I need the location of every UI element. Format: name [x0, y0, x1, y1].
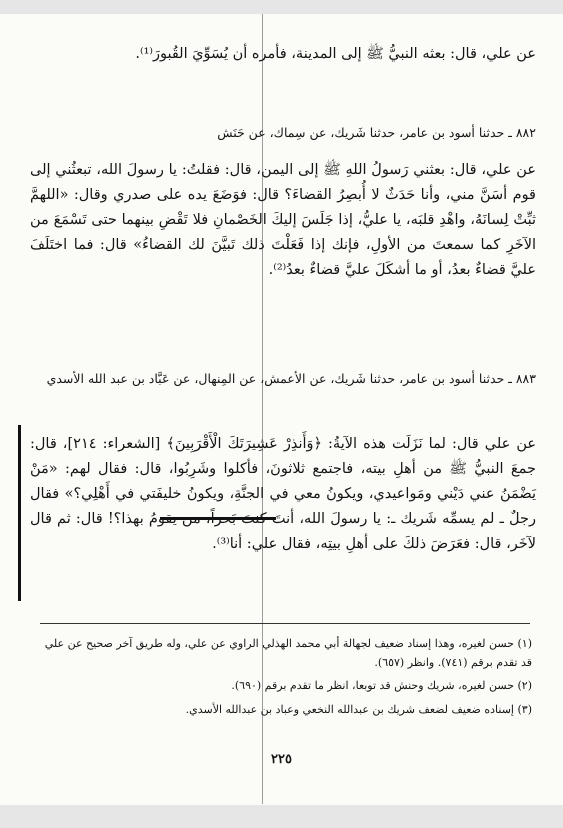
- scan-bottom-margin: [0, 805, 563, 828]
- footnote-3: (٣) إسناده ضعيف لضعف شريك بن عبدالله النخعي وعباد بن عبدالله الأسدي.: [185, 703, 532, 716]
- footnote-2: (٢) حسن لغيره، شريك وحنش قد توبعا، انظر ما تقدم برقم (٦٩٠).: [231, 679, 532, 692]
- isnad-883: ٨٨٣ ـ حدثنا أسود بن عامر، حدثنا شَريك، عن الأعمش، عن المِنهال، عن عَبَّاد بن عبد الله الأسدي: [46, 371, 536, 386]
- scan-top-margin: [0, 0, 563, 14]
- margin-highlight-bar: [18, 425, 21, 601]
- footnote-1: (١) حسن لغيره، وهذا إسناد ضعيف لجهالة أبي محمد الهذلي الراوي عن علي، وله طريق آخر صحيح عن علي قد تقدم برقم (٧٤١). وانظر (٦٥٧).: [44, 637, 532, 669]
- hadith-text-1: عن علي، قال: بعثه النبيُّ ﷺ إلى المدينة، فأمره أن يُسَوِّيَ القُبورَ⁽¹⁾.: [135, 46, 536, 62]
- hadith-text-2: عن علي، قال: بعثني رَسولُ اللهِ ﷺ إلى اليمن، قال: فقلتُ: يا رسولَ الله، تبعثُني إلى قوم أسَنَّ مني، وأنا حَدَثٌ لا أُبصِرُ القضاءَ؟ قال: فوَضَعَ يده على صدري وقال: «اللهمَّ ثبِّتْ لِسانَهُ، واهْدِ قلبَه، يا عليُّ، إذا جَلَسَ إليكَ الخَصْمانِ فلا تَقْضِ بينهما حتى تَسْمَعَ من الآخَرِ كما سمعتَ من الأولِ، فإنك إذا فَعَلْتَ ذلك تَبيَّنَ لك القضاءُ» قال: فما اختَلَفَ عليَّ قضاءٌ بعدُ، أو ما أشكَلَ عليَّ قضاءٌ بعدُ⁽²⁾.: [30, 162, 536, 278]
- hadith-text-3: عن علي قال: لما نَزَلَت هذه الآيةُ: ﴿وَأَنذِرْ عَشِيرَتَكَ الْأَقْرَبِينَ﴾ [الشعراء: ٢١٤]، قال: جمعَ النبيُّ ﷺ من أهلِ بيته، فاجتمع ثلاثونَ، فأكلوا وشَرِبُوا، قال: فقال لهم: «مَنْ يَضْمَنُ عني دَيْني ومَواعيدي، ويكونُ معي في الجنَّةِ، ويكونُ خليفَتي في أَهْلِي؟» فقال رجلٌ ـ لم يسمِّه شَريك ـ: يا رسولَ الله، أنتَ كنتَ بَحراً، من يقومُ بهذا؟! قال: ثم قال لآخَر، قال: فعَرَضَ ذلكَ على أهلِ بيتِه، فقال علي: أنا⁽³⁾.: [30, 436, 537, 552]
- isnad-882: ٨٨٢ ـ حدثنا أسود بن عامر، حدثنا شَريك، عن سِماك، عن حَنَش: [217, 125, 536, 140]
- footnote-divider: [40, 623, 530, 624]
- page-number: ٢٢٥: [271, 752, 292, 767]
